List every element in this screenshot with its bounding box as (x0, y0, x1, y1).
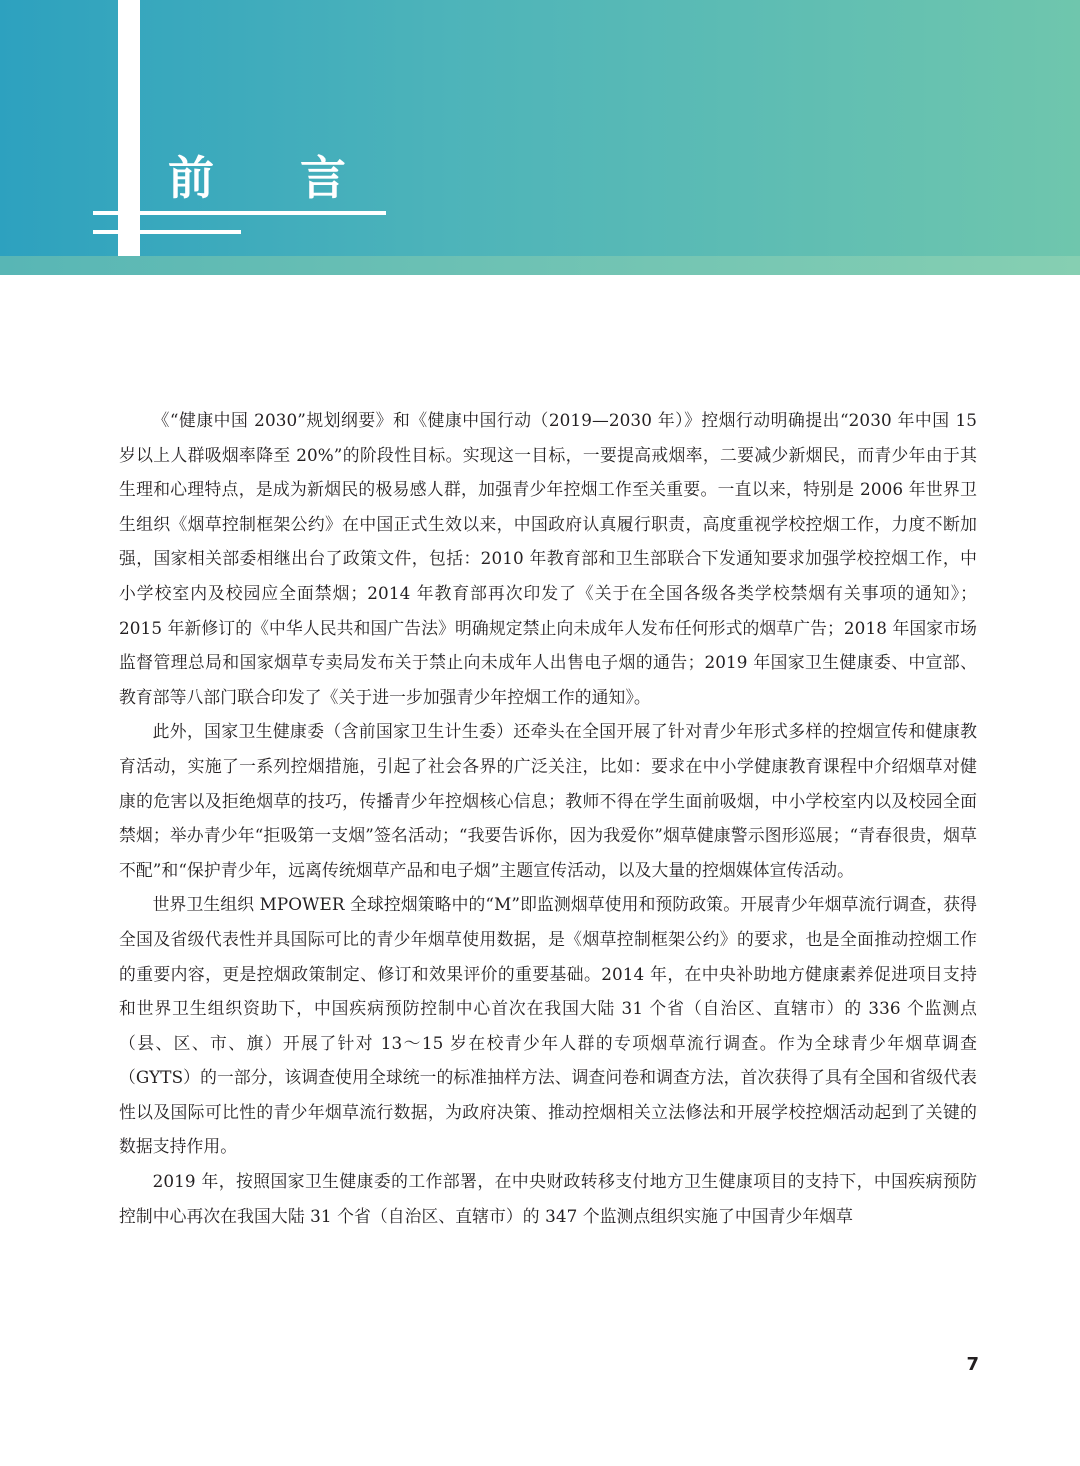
paragraph: 《“健康中国 2030”规划纲要》和《健康中国行动（2019—2030 年）》控烟行动明确提出“2030 年中国 15 岁以上人群吸烟率降至 20%”的阶段性目标。实现这一目标，一要提高戒烟率，二要减少新烟民，而青少年由于其生理和心理特点，是成为新烟民的极易感人群，加强青少年控烟工作至关重要。一直以来，特别是 2006 年世界卫生组织《烟草控制框架公约》在中国正式生效以来，中国政府认真履行职责，高度重视学校控烟工作，力度不断加强，国家相关部委相继出台了政策文件，包括：2010 年教育部和卫生部联合下发通知要求加强学校控烟工作，中小学校室内及校园应全面禁烟；2014 年教育部再次印发了《关于在全国各级各类学校禁烟有关事项的通知》；2015 年新修订的《中华人民共和国广告法》明确规定禁止向未成年人发布任何形式的烟草广告；2018 年国家市场监督管理总局和国家烟草专卖局发布关于禁止向未成年人出售电子烟的通告；2019 年国家卫生健康委、中宣部、教育部等八部门联合印发了《关于进一步加强青少年控烟工作的通知》。 (119, 410, 977, 707)
paragraph: 此外，国家卫生健康委（含前国家卫生计生委）还牵头在全国开展了针对青少年形式多样的控烟宣传和健康教育活动，实施了一系列控烟措施，引起了社会各界的广泛关注，比如：要求在中小学健康教育课程中介绍烟草对健康的危害以及拒绝烟草的技巧，传播青少年控烟核心信息；教师不得在学生面前吸烟，中小学校室内以及校园全面禁烟；举办青少年“拒吸第一支烟”签名活动；“我要告诉你，因为我爱你”烟草健康警示图形巡展；“青春很贵，烟草不配”和“保护青少年，远离传统烟草产品和电子烟”主题宣传活动，以及大量的控烟媒体宣传活动。 (119, 721, 977, 880)
banner-underline-short (93, 230, 241, 234)
page-title: 前言 (168, 151, 432, 205)
page-number: 7 (966, 1354, 979, 1375)
banner-vertical-bar (118, 0, 140, 256)
banner-bottom-band (0, 256, 1080, 275)
body-text (119, 403, 977, 1233)
paragraph: 2019 年，按照国家卫生健康委的工作部署，在中央财政转移支付地方卫生健康项目的支持下，中国疾病预防控制中心再次在我国大陆 31 个省（自治区、直辖市）的 347 个监测点组织实施了中国青少年烟草 (119, 1171, 977, 1226)
header-banner (0, 0, 1080, 275)
paragraph: 世界卫生组织 MPOWER 全球控烟策略中的“M”即监测烟草使用和预防政策。开展青少年烟草流行调查，获得全国及省级代表性并具国际可比的青少年烟草使用数据，是《烟草控制框架公约》的要求，也是全面推动控烟工作的重要内容，更是控烟政策制定、修订和效果评价的重要基础。2014 年，在中央补助地方健康素养促进项目支持和世界卫生组织资助下，中国疾病预防控制中心首次在我国大陆 31 个省（自治区、直辖市）的 336 个监测点（县、区、市、旗）开展了针对 13～15 岁在校青少年人群的专项烟草流行调查。作为全球青少年烟草调查（GYTS）的一部分，该调查使用全球统一的标准抽样方法、调查问卷和调查方法，首次获得了具有全国和省级代表性以及国际可比性的青少年烟草流行数据，为政府决策、推动控烟相关立法修法和开展学校控烟活动起到了关键的数据支持作用。 (119, 894, 977, 1157)
banner-underline-long (93, 211, 386, 215)
